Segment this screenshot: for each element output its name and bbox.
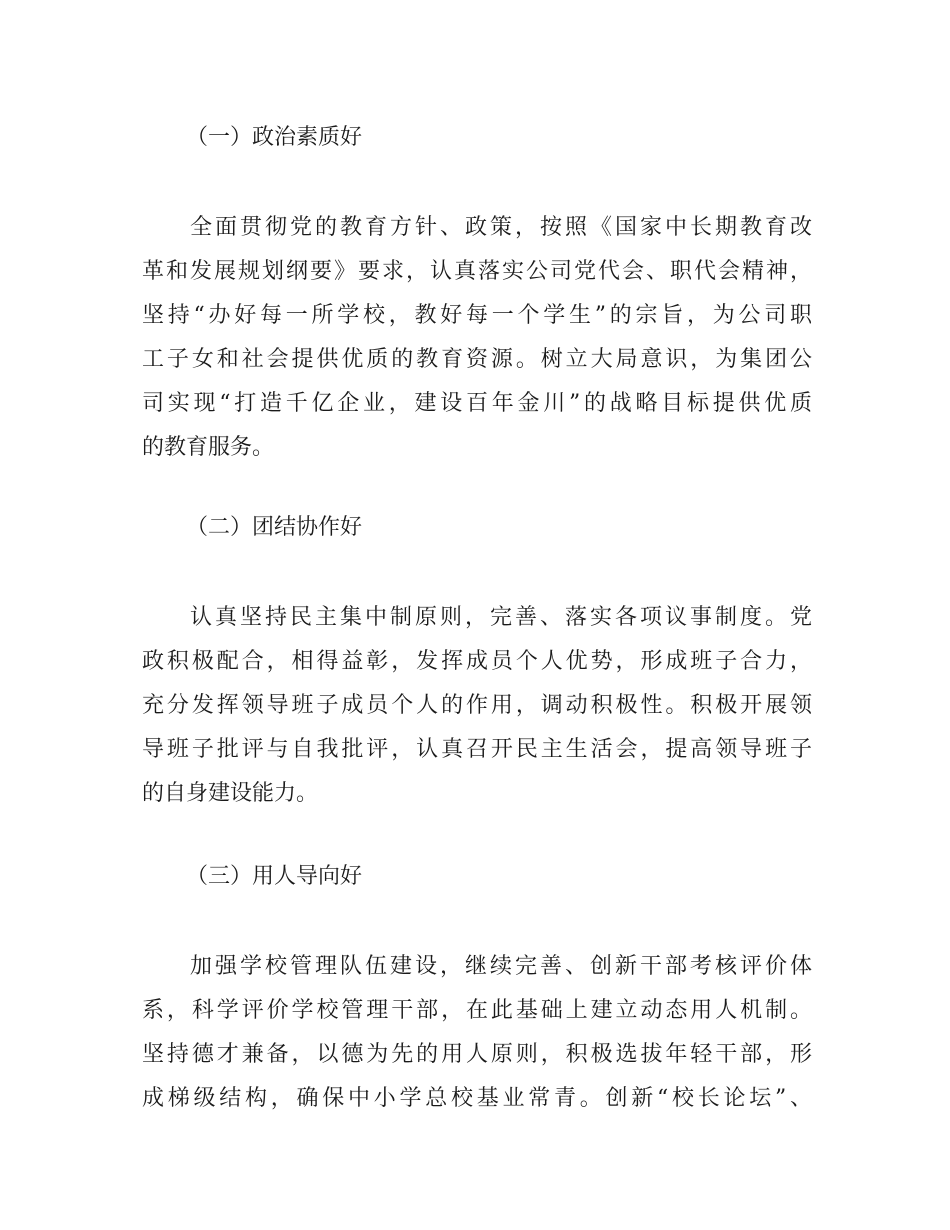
section-paragraph-political-quality: [142, 206, 812, 470]
section-heading-personnel-orientation: （三）用人导向好: [186, 864, 363, 889]
paragraph-line: 革和发展规划纲要》要求，认真落实公司党代会、职代会精神，: [142, 259, 812, 284]
section-heading-political-quality: （一）政治素质好: [186, 125, 363, 150]
paragraph-line: 政积极配合，相得益彰，发挥成员个人优势，形成班子合力，: [142, 649, 812, 674]
paragraph-line: 的自身建设能力。: [142, 781, 319, 806]
paragraph-line: 加强学校管理队伍建设，继续完善、创新干部考核评价体: [190, 954, 812, 979]
paragraph-line: 系，科学评价学校管理干部，在此基础上建立动态用人机制。: [142, 998, 812, 1023]
paragraph-line: 司实现“打造千亿企业，建设百年金川”的战略目标提供优质: [142, 391, 812, 416]
paragraph-line: 充分发挥领导班子成员个人的作用，调动积极性。积极开展领: [142, 693, 812, 718]
section-paragraph-personnel-orientation: [142, 945, 812, 1121]
paragraph-line: 工子女和社会提供优质的教育资源。树立大局意识，为集团公: [142, 347, 812, 372]
paragraph-line: 成梯级结构，确保中小学总校基业常青。创新“校长论坛”、: [142, 1086, 812, 1111]
paragraph-line: 的教育服务。: [142, 435, 275, 460]
paragraph-line: 导班子批评与自我批评，认真召开民主生活会，提高领导班子: [142, 737, 812, 762]
section-paragraph-teamwork: [142, 596, 812, 816]
paragraph-line: 坚持德才兼备，以德为先的用人原则，积极选拔年轻干部，形: [142, 1042, 812, 1067]
section-heading-teamwork: （二）团结协作好: [186, 515, 363, 540]
paragraph-line: 全面贯彻党的教育方针、政策，按照《国家中长期教育改: [190, 215, 812, 240]
paragraph-line: 坚持“办好每一所学校，教好每一个学生”的宗旨，为公司职: [142, 303, 812, 328]
paragraph-line: 认真坚持民主集中制原则，完善、落实各项议事制度。党: [190, 605, 812, 630]
